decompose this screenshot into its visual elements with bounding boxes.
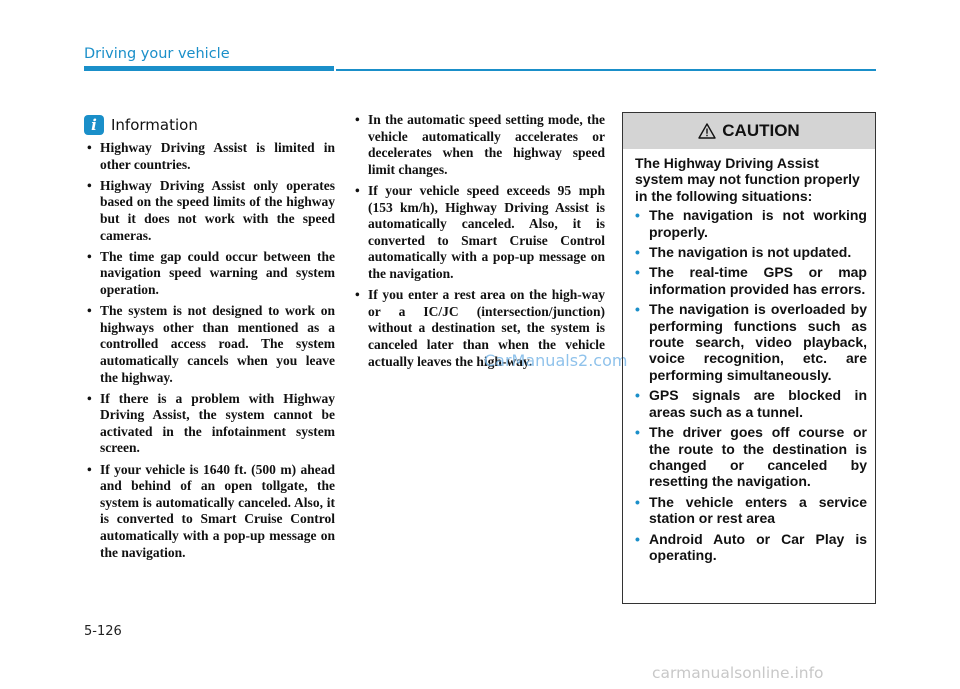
information-title: Information [111, 116, 198, 134]
caution-intro: The Highway Driving Assist system may not function properly in the following situations: [635, 155, 860, 204]
section-title: Driving your vehicle [84, 46, 230, 62]
watermark: CarManuals2.com [484, 351, 628, 370]
list-item: • If there is a problem with Highway Driving Assist, the system cannot be activated in the infotainment system screen. [87, 391, 335, 457]
list-item: • The driver goes off course or the route to the destination is changed or canceled by resetting the navigation. [635, 424, 867, 490]
information-heading [84, 114, 198, 136]
information-column-1 [87, 140, 335, 566]
list-item: • In the automatic speed setting mode, the vehicle automatically accelerates or decelerates when the highway speed limit changes. [355, 112, 605, 178]
list-item: • If you enter a rest area on the high-way or a IC/JC (intersection/junction) without a destination set, the system is canceled later than when the vehicle actually leaves the high-way. [355, 287, 605, 370]
list-item: • Highway Driving Assist is limited in other countries. [87, 140, 335, 173]
list-item: • The navigation is not working properly. [635, 207, 867, 240]
caution-title: CAUTION [722, 121, 800, 140]
warning-triangle-icon [698, 123, 716, 139]
list-item: • The navigation is overloaded by performing functions such as route search, video playback, voice recognition, etc. are performing simultaneously. [635, 301, 867, 383]
list-item: • GPS signals are blocked in areas such as a tunnel. [635, 387, 867, 420]
caution-box [622, 112, 876, 604]
page-number: 5-126 [84, 624, 122, 639]
caution-header [623, 113, 875, 149]
caution-body [623, 149, 875, 563]
list-item: • The system is not designed to work on highways other than mentioned as a controlled access road. The system automatically cancels when you leave the highway. [87, 303, 335, 386]
list-item: • Highway Driving Assist only operates based on the speed limits of the highway but it does not work with the speed cameras. [87, 178, 335, 244]
list-item: • If your vehicle is 1640 ft. (500 m) ahead and behind of an open tollgate, the system is automatically canceled. Also, it is converted to Smart Cruise Control automatically with a pop-up message on the navigation. [87, 462, 335, 562]
information-column-2 [355, 112, 605, 375]
list-item: • If your vehicle speed exceeds 95 mph (153 km/h), Highway Driving Assist is automatically canceled. Also, it is converted to Smart Cruise Control automatically with a pop-up message on the navigation. [355, 183, 605, 283]
header-rule-thick [84, 66, 334, 71]
list-item: • Android Auto or Car Play is operating. [635, 531, 867, 564]
list-item: • The vehicle enters a service station or rest area [635, 494, 867, 527]
footer-url: carmanualsonline.info [652, 664, 824, 682]
list-item: • The real-time GPS or map information provided has errors. [635, 264, 867, 297]
caution-list [635, 207, 867, 563]
list-item: • The navigation is not updated. [635, 244, 867, 260]
header-rule-thin [336, 69, 876, 71]
list-item: • The time gap could occur between the navigation speed warning and system operation. [87, 249, 335, 299]
info-icon: i [84, 115, 104, 135]
